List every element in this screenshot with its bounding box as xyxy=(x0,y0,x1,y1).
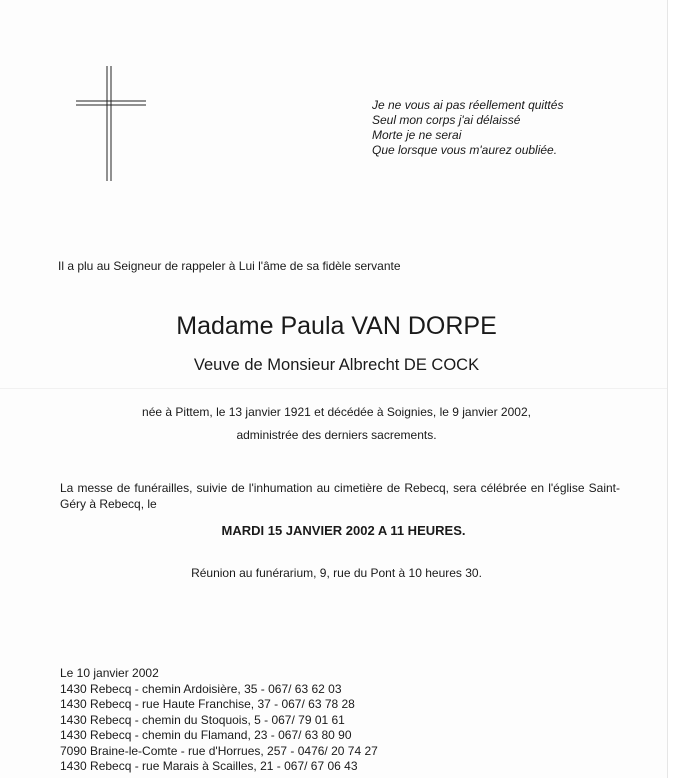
family-addresses xyxy=(60,666,378,775)
ceremony-date: MARDI 15 JANVIER 2002 A 11 HEURES. xyxy=(221,523,466,538)
poem-line: Morte je ne serai xyxy=(372,128,462,142)
widow-of: Veuve de Monsieur Albrecht DE COCK xyxy=(193,356,480,374)
birth-death-text: née à Pittem, le 13 janvier 1921 et décédée à Soignies, le 9 janvier 2002, xyxy=(142,405,531,419)
address-line: 1430 Rebecq - chemin Ardoisière, 35 - 067/ 63 62 03 xyxy=(60,681,342,696)
fold-line xyxy=(0,388,667,389)
cross-icon xyxy=(74,66,148,181)
funeral-mass-text: La messe de funérailles, suivie de l'inhumation au cimetière de Rebecq, sera célébrée en l'église Saint-Géry à Rebecq, le xyxy=(60,481,620,511)
intro-text: Il a plu au Seigneur de rappeler à Lui l'âme de sa fidèle servante xyxy=(58,259,401,273)
notice-date: Le 10 janvier 2002 xyxy=(60,666,159,680)
poem-line: Je ne vous ai pas réellement quittés xyxy=(372,98,564,112)
poem xyxy=(372,98,632,158)
poem-line: Que lorsque vous m'aurez oubliée. xyxy=(372,143,558,157)
address-line: 1430 Rebecq - chemin du Stoquois, 5 - 067/ 79 01 61 xyxy=(60,712,345,727)
address-line: 1430 Rebecq - chemin du Flamand, 23 - 067/ 63 80 90 xyxy=(60,728,352,742)
poem-line: Seul mon corps j'ai délaissé xyxy=(372,113,521,127)
funerarium-meeting: Réunion au funérarium, 9, rue du Pont à 10 heures 30. xyxy=(191,566,482,580)
address-line: 1430 Rebecq - rue Marais à Scailles, 21 - 067/ 67 06 43 xyxy=(60,759,358,773)
deceased-name: Madame Paula VAN DORPE xyxy=(176,312,497,340)
address-line: 7090 Braine-le-Comte - rue d'Horrues, 257 - 0476/ 20 74 27 xyxy=(60,743,378,758)
sacrements-text: administrée des derniers sacrements. xyxy=(236,428,437,442)
address-line: 1430 Rebecq - rue Haute Franchise, 37 - 067/ 63 78 28 xyxy=(60,697,355,711)
